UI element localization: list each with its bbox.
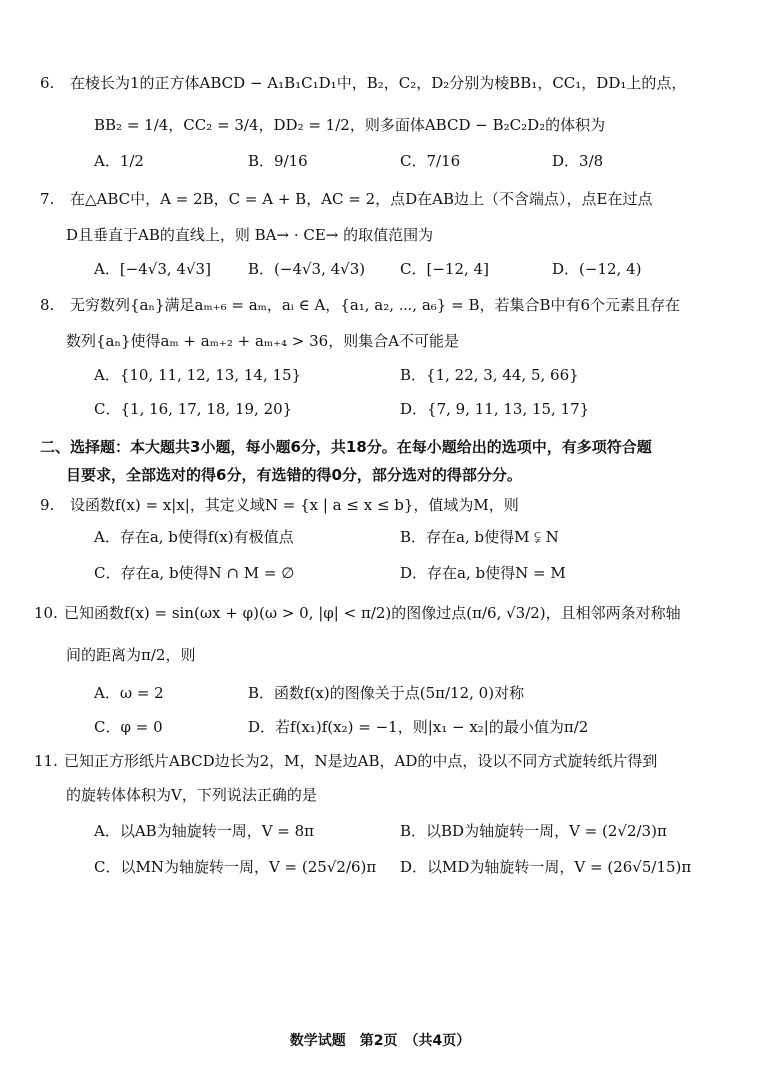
option-a: A．1/2 [94,152,144,170]
question-10 [34,604,681,622]
option-b: B．9/16 [248,152,308,170]
option-a: A．[−4√3, 4√3] [94,260,211,278]
question-7 [40,190,652,208]
question-text-line: 间的距离为π/2，则 [66,646,196,664]
option-c: C．[−12, 4] [400,260,489,278]
question-number: 6. [40,74,55,92]
option-d: D．若f(x₁)f(x₂) = −1，则|x₁ − x₂|的最小值为π/2 [248,718,589,736]
question-number: 9. [40,496,55,514]
page-footer: 数学试题 第2页 （共4页） [289,1033,471,1049]
question-text-line: 已知正方形纸片ABCD边长为2，M，N是边AB，AD的中点，设以不同方式旋转纸片得到 [64,752,658,770]
option-b: B．存在a, b使得M ⫋ N [400,528,559,546]
question-number: 10. [34,604,58,622]
option-d: D．以MD为轴旋转一周，V = (26√5/15)π [400,858,692,876]
question-text-line: 在△ABC中，A = 2B，C = A + B，AC = 2，点D在AB边上（不含端点），点E在过点 [70,190,653,208]
option-a: A．以AB为轴旋转一周，V = 8π [94,822,315,840]
question-number: 8. [40,296,55,314]
question-text-line: BB₂ = 1/4，CC₂ = 3/4，DD₂ = 1/2，则多面体ABCD − B₂C₂D₂的体积为 [94,116,606,134]
question-number: 7. [40,190,55,208]
question-text-line: 的旋转体体积为V，下列说法正确的是 [66,786,317,804]
question-text-line: 在棱长为1的正方体ABCD − A₁B₁C₁D₁中，B₂，C₂，D₂分别为棱BB₁，CC₁，DD₁上的点， [70,74,687,92]
option-c: C．φ = 0 [94,718,163,736]
question-9 [40,496,519,514]
option-a: A．存在a, b使得f(x)有极值点 [94,528,294,546]
question-text-line: 设函数f(x) = x|x|，其定义域N = {x | a ≤ x ≤ b}，值域为M，则 [70,496,519,514]
question-text-line: D且垂直于AB的直线上，则 BA→ · CE→ 的取值范围为 [66,226,434,244]
option-b: B．{1, 22, 3, 44, 5, 66} [400,366,579,384]
option-d: D．存在a, b使得N = M [400,564,566,582]
question-6 [40,74,686,92]
option-c: C．存在a, b使得N ∩ M = ∅ [94,564,295,582]
question-text-line: 无穷数列{aₙ}满足aₘ₊₆ = aₘ，aᵢ ∈ A，{a₁, a₂, ⋯, a₆} = B，若集合B中有6个元素且存在 [70,296,681,314]
option-b: B．以BD为轴旋转一周，V = (2√2/3)π [400,822,667,840]
option-a: A．{10, 11, 12, 13, 14, 15} [94,366,302,384]
option-c: C．以MN为轴旋转一周，V = (25√2/6)π [94,858,377,876]
section-heading-cont: 目要求，全部选对的得6分，有选错的得0分，部分选对的得部分分。 [66,466,522,484]
option-d: D．3/8 [552,152,604,170]
question-text-line: 已知函数f(x) = sin(ωx + φ)(ω > 0, |φ| < π/2)的图像过点(π/6, √3/2)，且相邻两条对称轴 [64,604,681,622]
option-b: B．函数f(x)的图像关于点(5π/12, 0)对称 [248,684,525,702]
option-a: A．ω = 2 [94,684,164,702]
question-text-line: 数列{aₙ}使得aₘ + aₘ₊₂ + aₘ₊₄ > 36，则集合A不可能是 [66,332,460,350]
option-c: C．7/16 [400,152,461,170]
question-8 [40,296,680,314]
option-d: D．(−12, 4) [552,260,642,278]
section-heading: 二、选择题：本大题共3小题，每小题6分，共18分。在每小题给出的选项中，有多项符合题 [40,438,652,456]
question-11 [34,752,657,770]
option-c: C．{1, 16, 17, 18, 19, 20} [94,400,293,418]
question-number: 11. [34,752,58,770]
option-b: B．(−4√3, 4√3) [248,260,366,278]
option-d: D．{7, 9, 11, 13, 15, 17} [400,400,590,418]
